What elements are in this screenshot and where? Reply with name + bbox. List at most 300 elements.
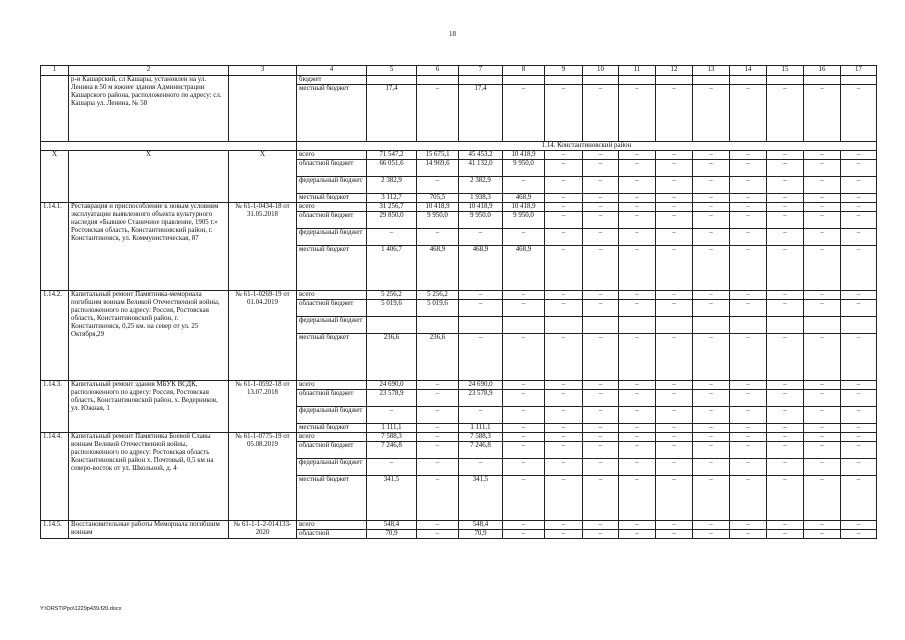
value-cell	[619, 76, 656, 85]
value-cell: 236,6	[417, 334, 459, 381]
file-path-footer: Y:\ORST\Ppo\1229p439.f20.docx	[40, 606, 122, 612]
value-cell: –	[619, 407, 656, 424]
item-number-cell: 1.14.5.	[41, 521, 69, 539]
column-header: 11	[619, 66, 656, 76]
value-cell: –	[730, 381, 767, 390]
value-cell: –	[583, 212, 619, 229]
value-cell: –	[545, 85, 583, 142]
value-cell: 548,4	[367, 521, 417, 530]
value-cell: –	[545, 381, 583, 390]
value-cell: –	[656, 424, 693, 433]
value-cell: –	[656, 334, 693, 381]
item-number-cell: Х	[41, 151, 69, 203]
value-cell: 31 256,7	[367, 203, 417, 212]
value-cell: –	[804, 246, 841, 291]
budget-source-cell: местный бюджет	[297, 424, 367, 433]
value-cell: –	[841, 177, 877, 194]
value-cell: –	[841, 229, 877, 246]
value-cell: –	[767, 85, 804, 142]
value-cell: –	[459, 334, 503, 381]
value-cell: 17,4	[367, 85, 417, 142]
value-cell: –	[804, 476, 841, 521]
table-row	[41, 76, 877, 85]
table-row	[41, 521, 877, 530]
budget-source-cell: всего	[297, 203, 367, 212]
value-cell: –	[459, 300, 503, 317]
value-cell: –	[767, 521, 804, 530]
value-cell: –	[841, 459, 877, 476]
value-cell: –	[583, 151, 619, 160]
value-cell: 10 418,9	[459, 203, 503, 212]
column-header: 2	[69, 66, 229, 76]
object-description-cell: Капитальный ремонт здания МБУК ВСДК, расположенного по адресу: Россия, Ростовская область, Константиновский район, х. Ведерников, ул. Южная, 1	[69, 381, 229, 433]
value-cell: –	[767, 407, 804, 424]
value-cell	[619, 317, 656, 334]
value-cell: 1 938,3	[459, 194, 503, 203]
value-cell: –	[503, 381, 545, 390]
value-cell: 468,9	[503, 246, 545, 291]
value-cell: –	[417, 229, 459, 246]
column-header: 14	[730, 66, 767, 76]
value-cell	[583, 76, 619, 85]
value-cell: –	[693, 177, 730, 194]
value-cell: –	[656, 476, 693, 521]
column-header: 17	[841, 66, 877, 76]
value-cell: –	[583, 177, 619, 194]
column-header: 16	[804, 66, 841, 76]
value-cell: –	[545, 212, 583, 229]
value-cell: –	[656, 160, 693, 177]
budget-source-cell: местный бюджет	[297, 85, 367, 142]
value-cell: –	[693, 433, 730, 442]
value-cell: –	[730, 203, 767, 212]
budget-source-cell: федеральный бюджет	[297, 177, 367, 194]
object-description-cell: Восстановительные работы Мемориала погибшим воинам	[69, 521, 229, 539]
value-cell: –	[417, 530, 459, 539]
value-cell	[767, 317, 804, 334]
value-cell: –	[730, 390, 767, 407]
budget-source-cell: всего	[297, 381, 367, 390]
value-cell: –	[841, 212, 877, 229]
value-cell: –	[583, 300, 619, 317]
budget-source-cell: областной	[297, 530, 367, 539]
value-cell: –	[583, 334, 619, 381]
document-cell: № 61-1-0269-19 от 01.04.2019	[229, 291, 297, 381]
column-header: 6	[417, 66, 459, 76]
budget-source-cell: областной бюджет	[297, 160, 367, 177]
value-cell: –	[619, 442, 656, 459]
value-cell: –	[619, 424, 656, 433]
value-cell: –	[656, 151, 693, 160]
value-cell: 9 950,0	[459, 212, 503, 229]
value-cell: 2 382,9	[367, 177, 417, 194]
value-cell: –	[804, 407, 841, 424]
value-cell: –	[656, 300, 693, 317]
item-number-cell	[41, 76, 69, 142]
value-cell: –	[619, 151, 656, 160]
value-cell: –	[583, 476, 619, 521]
value-cell: 9 950,0	[503, 212, 545, 229]
value-cell: 5 019,6	[367, 300, 417, 317]
value-cell: –	[583, 246, 619, 291]
value-cell: –	[693, 521, 730, 530]
section-title: 1.14. Константиновский район	[297, 142, 877, 151]
value-cell: –	[545, 334, 583, 381]
table-row	[41, 203, 877, 212]
value-cell: –	[503, 177, 545, 194]
value-cell: –	[730, 85, 767, 142]
value-cell: –	[619, 300, 656, 317]
value-cell: –	[767, 381, 804, 390]
object-description-cell: р-н Кашарский, сл Кашары, установлен на ул. Ленина в 50 м южнее здания Администрации Кашарского района, расположенного по адресу: сл. Кашары ул. Ленина, № 58	[69, 76, 229, 142]
value-cell	[693, 317, 730, 334]
value-cell: –	[693, 160, 730, 177]
budget-source-cell: местный бюджет	[297, 246, 367, 291]
value-cell: –	[656, 407, 693, 424]
value-cell: –	[619, 433, 656, 442]
value-cell: –	[656, 390, 693, 407]
budget-source-cell: всего	[297, 151, 367, 160]
value-cell: –	[503, 85, 545, 142]
value-cell: –	[583, 160, 619, 177]
value-cell: –	[841, 151, 877, 160]
value-cell: –	[619, 229, 656, 246]
value-cell: 3 112,7	[367, 194, 417, 203]
value-cell: –	[619, 203, 656, 212]
value-cell: –	[841, 424, 877, 433]
value-cell: 10 418,9	[503, 203, 545, 212]
value-cell: 23 578,9	[367, 390, 417, 407]
section-title-row	[41, 142, 877, 151]
value-cell: –	[619, 194, 656, 203]
value-cell: –	[730, 151, 767, 160]
value-cell: –	[583, 459, 619, 476]
value-cell: –	[583, 407, 619, 424]
value-cell: –	[417, 407, 459, 424]
value-cell: –	[583, 229, 619, 246]
value-cell: 705,5	[417, 194, 459, 203]
budget-source-cell: областной бюджет	[297, 300, 367, 317]
value-cell	[367, 76, 417, 85]
value-cell: 468,9	[503, 194, 545, 203]
budget-source-cell: местный бюджет	[297, 476, 367, 521]
column-header: 13	[693, 66, 730, 76]
budget-source-cell: областной бюджет	[297, 442, 367, 459]
budget-source-cell: всего	[297, 291, 367, 300]
value-cell: –	[730, 407, 767, 424]
page-number: 18	[449, 30, 456, 38]
empty-cell	[41, 142, 297, 151]
value-cell: –	[367, 459, 417, 476]
value-cell: –	[767, 300, 804, 317]
budget-source-cell: областной бюджет	[297, 390, 367, 407]
value-cell: –	[656, 521, 693, 530]
value-cell: –	[545, 390, 583, 407]
value-cell: –	[417, 459, 459, 476]
value-cell: 1 111,1	[367, 424, 417, 433]
value-cell: –	[417, 476, 459, 521]
document-cell: № 61-1-1-2-014133-2020	[229, 521, 297, 539]
value-cell: –	[619, 160, 656, 177]
document-cell: № 61-1-0434-18 от 31.05.2018	[229, 203, 297, 291]
value-cell: –	[656, 194, 693, 203]
column-header: 10	[583, 66, 619, 76]
item-number-cell: 1.14.3.	[41, 381, 69, 433]
value-cell: –	[583, 442, 619, 459]
value-cell: 17,4	[459, 85, 503, 142]
value-cell: –	[730, 212, 767, 229]
column-number-row	[41, 66, 877, 76]
value-cell: –	[693, 291, 730, 300]
value-cell: –	[656, 203, 693, 212]
value-cell	[503, 317, 545, 334]
value-cell: –	[367, 229, 417, 246]
value-cell: –	[503, 300, 545, 317]
value-cell: –	[730, 177, 767, 194]
value-cell: –	[583, 424, 619, 433]
value-cell: –	[619, 390, 656, 407]
value-cell: –	[841, 530, 877, 539]
value-cell: –	[619, 246, 656, 291]
value-cell: –	[619, 381, 656, 390]
value-cell: –	[583, 85, 619, 142]
value-cell: –	[545, 521, 583, 530]
value-cell: –	[804, 151, 841, 160]
value-cell: –	[841, 85, 877, 142]
value-cell: –	[693, 407, 730, 424]
value-cell	[503, 76, 545, 85]
value-cell: 45 453,2	[459, 151, 503, 160]
value-cell: –	[730, 229, 767, 246]
value-cell: –	[503, 334, 545, 381]
value-cell: –	[767, 459, 804, 476]
value-cell: –	[503, 433, 545, 442]
value-cell: –	[804, 390, 841, 407]
object-description-cell: Капитальный ремонт Памятника Боевой Славы воинам Великой Отечественной войны, расположенного по адресу: Ростовская область Константиновский район х. Почтовый, 0,5 км на северо-восток от ул. Школьной, д. 4	[69, 433, 229, 521]
value-cell: –	[583, 194, 619, 203]
column-header: 8	[503, 66, 545, 76]
document-cell	[229, 76, 297, 142]
value-cell: –	[619, 334, 656, 381]
value-cell	[583, 317, 619, 334]
value-cell: –	[545, 459, 583, 476]
value-cell: –	[841, 433, 877, 442]
value-cell	[417, 317, 459, 334]
value-cell: –	[693, 424, 730, 433]
object-description-cell: Х	[69, 151, 229, 203]
value-cell: –	[417, 442, 459, 459]
value-cell: –	[583, 521, 619, 530]
value-cell: –	[693, 246, 730, 291]
value-cell: –	[417, 85, 459, 142]
budget-source-cell: местный бюджет	[297, 334, 367, 381]
value-cell: –	[693, 334, 730, 381]
item-number-cell: 1.14.1.	[41, 203, 69, 291]
value-cell: –	[730, 442, 767, 459]
value-cell: –	[841, 246, 877, 291]
value-cell: –	[730, 291, 767, 300]
table-row	[41, 151, 877, 160]
value-cell: –	[767, 203, 804, 212]
value-cell: –	[545, 291, 583, 300]
value-cell: –	[583, 390, 619, 407]
value-cell: –	[804, 424, 841, 433]
value-cell: –	[417, 381, 459, 390]
value-cell: –	[656, 442, 693, 459]
value-cell: 341,5	[459, 476, 503, 521]
value-cell: 1 111,1	[459, 424, 503, 433]
value-cell: –	[804, 212, 841, 229]
value-cell: 10 418,9	[417, 203, 459, 212]
value-cell	[841, 317, 877, 334]
budget-source-cell: всего	[297, 521, 367, 530]
value-cell: –	[804, 459, 841, 476]
value-cell: –	[656, 381, 693, 390]
column-header: 7	[459, 66, 503, 76]
value-cell: –	[503, 459, 545, 476]
budget-source-cell: бюджет	[297, 76, 367, 85]
value-cell: –	[767, 291, 804, 300]
column-header: 9	[545, 66, 583, 76]
value-cell: –	[730, 160, 767, 177]
value-cell: –	[459, 407, 503, 424]
value-cell	[693, 76, 730, 85]
value-cell: 341,5	[367, 476, 417, 521]
value-cell: 7 588,3	[367, 433, 417, 442]
value-cell	[656, 317, 693, 334]
value-cell: 23 578,9	[459, 390, 503, 407]
value-cell: 41 132,0	[459, 160, 503, 177]
value-cell: –	[503, 407, 545, 424]
value-cell: –	[503, 291, 545, 300]
value-cell: 7 588,3	[459, 433, 503, 442]
value-cell: –	[693, 229, 730, 246]
column-header: 4	[297, 66, 367, 76]
value-cell: –	[583, 381, 619, 390]
value-cell	[367, 317, 417, 334]
item-number-cell: 1.14.4.	[41, 433, 69, 521]
value-cell: –	[545, 476, 583, 521]
value-cell: –	[503, 442, 545, 459]
value-cell: –	[417, 177, 459, 194]
value-cell: –	[545, 160, 583, 177]
value-cell: –	[583, 530, 619, 539]
value-cell: –	[545, 530, 583, 539]
value-cell: –	[804, 203, 841, 212]
value-cell: –	[656, 85, 693, 142]
value-cell: –	[656, 433, 693, 442]
value-cell: –	[841, 160, 877, 177]
value-cell: –	[619, 521, 656, 530]
value-cell: –	[417, 390, 459, 407]
value-cell: –	[730, 334, 767, 381]
value-cell: –	[767, 442, 804, 459]
value-cell: –	[730, 300, 767, 317]
value-cell: 10 418,9	[503, 151, 545, 160]
value-cell	[841, 76, 877, 85]
budget-source-cell: всего	[297, 433, 367, 442]
value-cell: –	[619, 476, 656, 521]
value-cell: –	[656, 291, 693, 300]
value-cell: –	[583, 291, 619, 300]
value-cell: –	[619, 212, 656, 229]
value-cell: –	[841, 300, 877, 317]
value-cell: –	[459, 229, 503, 246]
value-cell: –	[503, 390, 545, 407]
value-cell: –	[841, 291, 877, 300]
budget-source-cell: федеральный бюджет	[297, 229, 367, 246]
table-row	[41, 433, 877, 442]
value-cell: –	[503, 476, 545, 521]
value-cell: –	[656, 530, 693, 539]
value-cell: –	[417, 424, 459, 433]
value-cell: 468,9	[417, 246, 459, 291]
column-header: 3	[229, 66, 297, 76]
value-cell: –	[804, 85, 841, 142]
value-cell: –	[767, 334, 804, 381]
value-cell: 29 850,0	[367, 212, 417, 229]
value-cell: 1 406,7	[367, 246, 417, 291]
value-cell: 7 246,8	[459, 442, 503, 459]
value-cell: –	[730, 424, 767, 433]
value-cell: –	[459, 459, 503, 476]
value-cell: –	[503, 530, 545, 539]
value-cell	[730, 76, 767, 85]
value-cell	[730, 317, 767, 334]
value-cell: 236,6	[367, 334, 417, 381]
value-cell: –	[656, 246, 693, 291]
value-cell: –	[693, 85, 730, 142]
value-cell: –	[730, 433, 767, 442]
value-cell: –	[619, 459, 656, 476]
value-cell	[459, 76, 503, 85]
value-cell: –	[693, 212, 730, 229]
value-cell: –	[804, 194, 841, 203]
object-description-cell: Реставрация и приспособление к новым условиям эксплуатации выявленного объекта культурного наследия «Бывшее Станичное правление, 1905 г.» Ростовская область, Константиновский район, г. Константиновск, ул. Коммунистическая, 87	[69, 203, 229, 291]
value-cell	[545, 76, 583, 85]
value-cell: –	[767, 194, 804, 203]
value-cell: 9 950,0	[417, 212, 459, 229]
value-cell: –	[693, 476, 730, 521]
value-cell: –	[583, 203, 619, 212]
value-cell: 9 950,0	[503, 160, 545, 177]
value-cell: –	[545, 246, 583, 291]
value-cell: –	[545, 203, 583, 212]
value-cell: –	[767, 212, 804, 229]
value-cell	[417, 76, 459, 85]
value-cell: –	[767, 390, 804, 407]
value-cell: –	[767, 151, 804, 160]
value-cell	[459, 317, 503, 334]
value-cell: –	[767, 246, 804, 291]
value-cell: –	[767, 229, 804, 246]
value-cell: –	[841, 203, 877, 212]
value-cell: 15 675,1	[417, 151, 459, 160]
value-cell: –	[693, 381, 730, 390]
value-cell: –	[693, 203, 730, 212]
value-cell: –	[693, 459, 730, 476]
table-row	[41, 291, 877, 300]
value-cell: 24 690,0	[459, 381, 503, 390]
value-cell: –	[841, 407, 877, 424]
value-cell: –	[767, 476, 804, 521]
budget-source-cell: местный бюджет	[297, 194, 367, 203]
value-cell: –	[767, 530, 804, 539]
value-cell: –	[503, 424, 545, 433]
value-cell: –	[417, 521, 459, 530]
value-cell: –	[503, 521, 545, 530]
value-cell: 24 690,0	[367, 381, 417, 390]
